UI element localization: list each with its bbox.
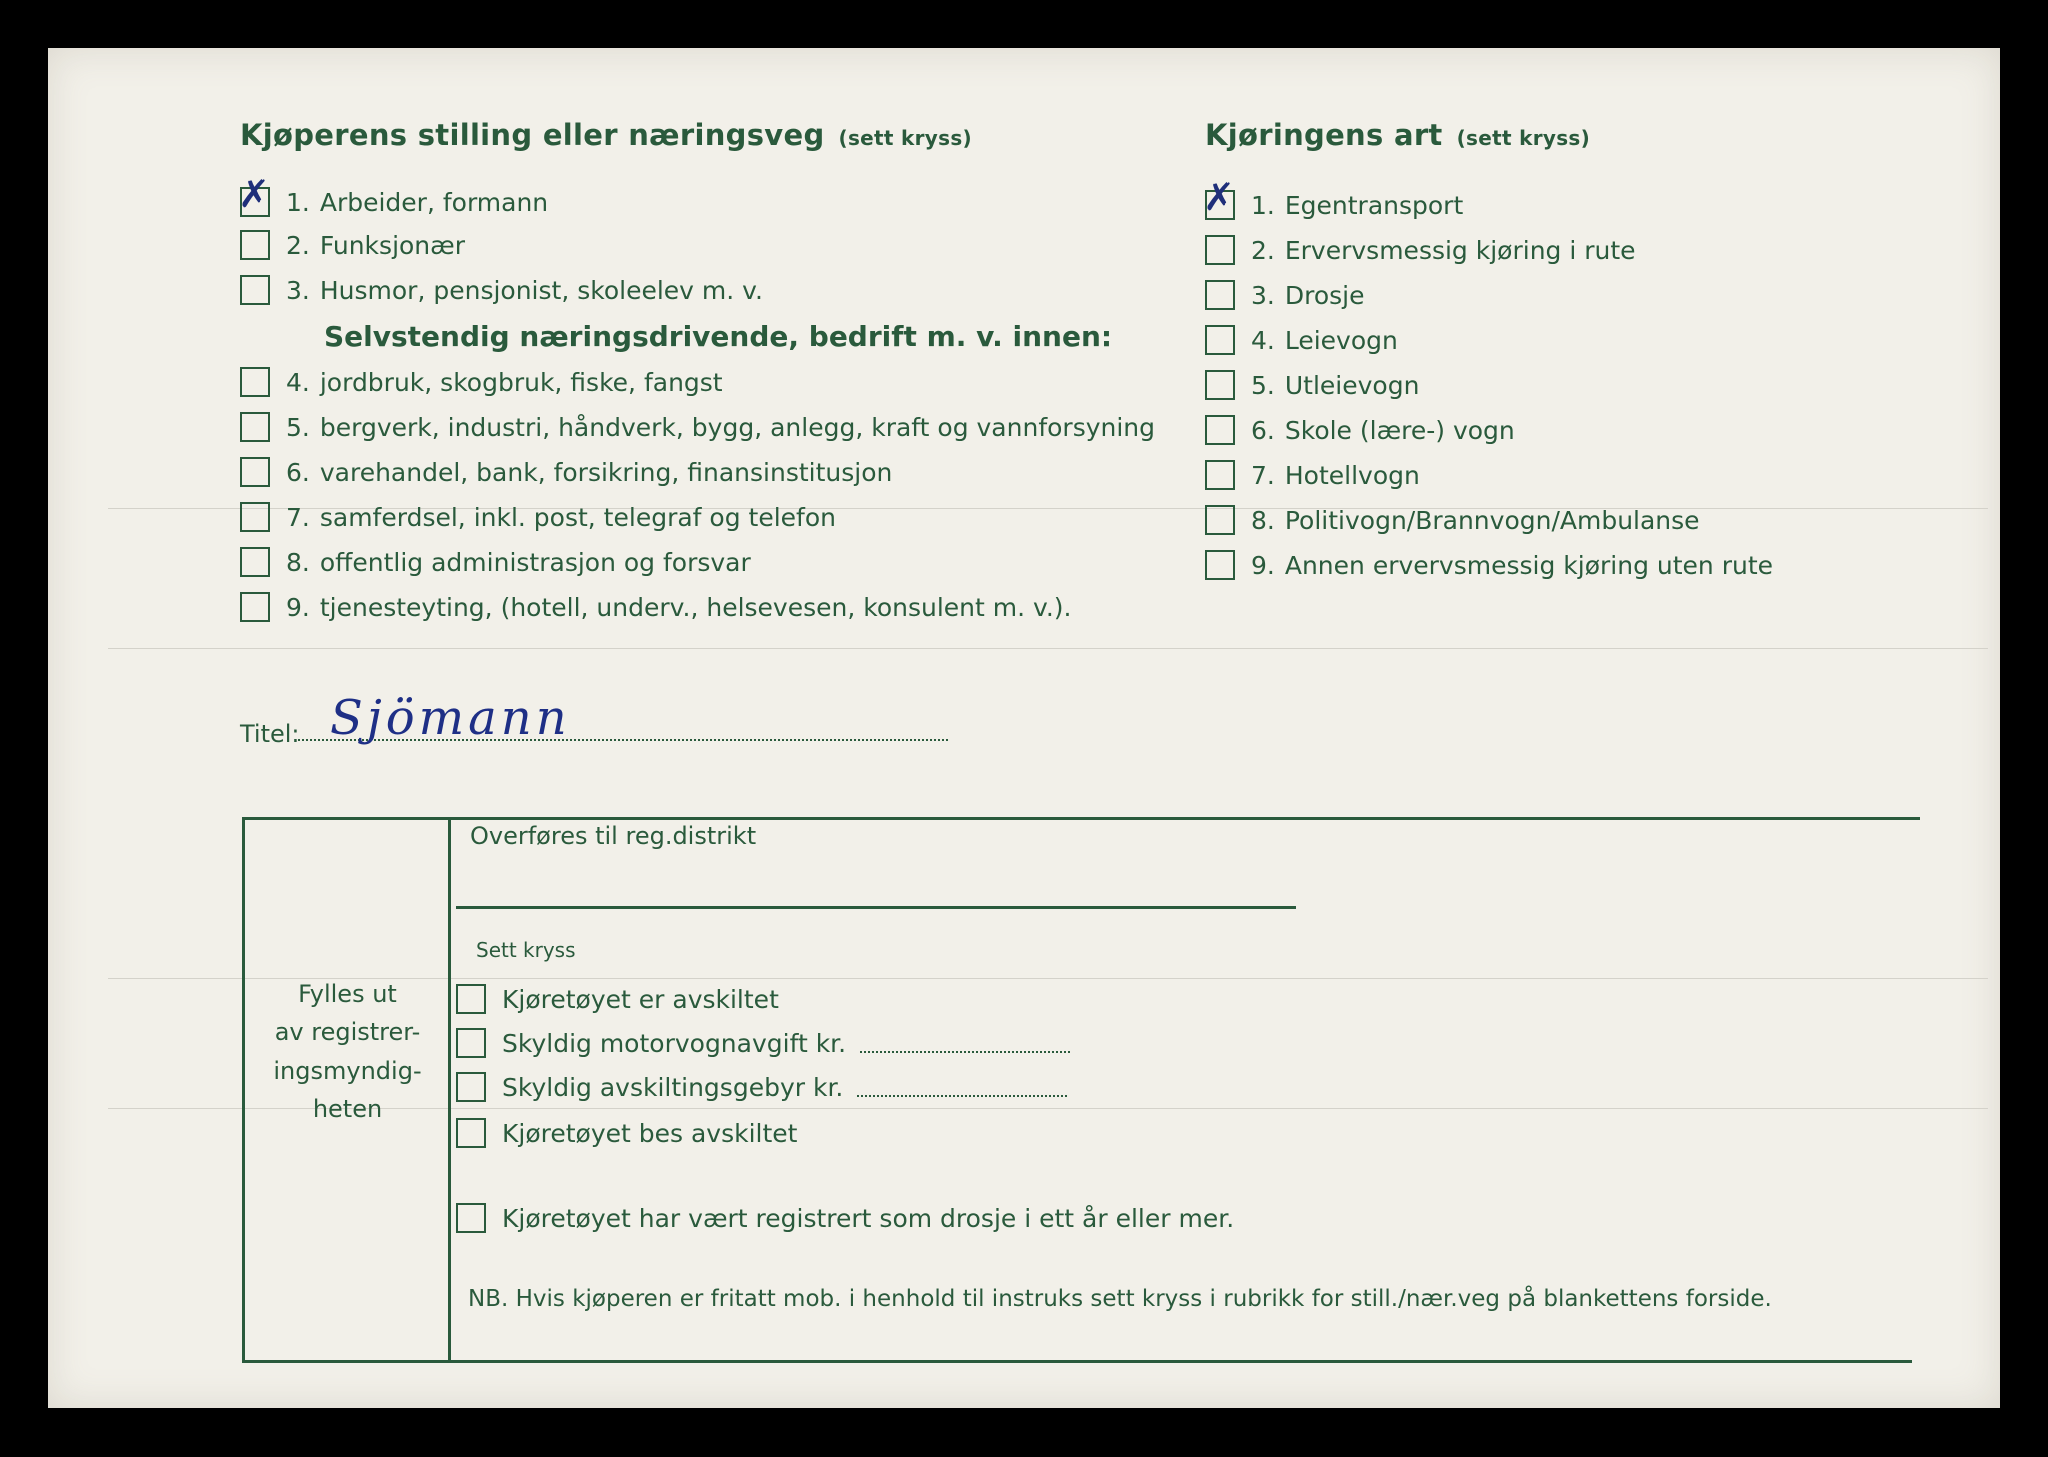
option-number: 8. — [286, 547, 310, 577]
registry-frame-bottom — [242, 1360, 1912, 1363]
option-number: 3. — [286, 275, 310, 305]
option-label: Skyldig avskiltingsgebyr kr. — [502, 1072, 844, 1102]
option-label: Utleievogn — [1284, 370, 1420, 400]
registry-option-drosje[interactable] — [456, 1201, 1234, 1235]
heading-text: Kjøringens art — [1205, 118, 1443, 152]
checkbox[interactable] — [1205, 550, 1235, 580]
registry-frame-divider — [448, 817, 451, 1363]
option-label: bergverk, industri, håndverk, bygg, anlegg, kraft og vannforsyning — [319, 412, 1156, 442]
checkbox[interactable] — [240, 367, 270, 397]
driving-option-8[interactable] — [1205, 503, 1700, 537]
transfer-district-field[interactable] — [456, 906, 1296, 909]
option-number: 6. — [286, 457, 310, 487]
checkbox[interactable] — [456, 1118, 486, 1148]
driving-option-2[interactable] — [1205, 233, 1636, 267]
option-number: 1. — [286, 187, 310, 217]
occupation-option-1[interactable] — [238, 172, 549, 219]
occupation-option-4[interactable] — [240, 365, 723, 399]
title-label: Titel: — [240, 720, 300, 748]
heading-text: Kjøperens stilling eller næringsveg — [240, 118, 825, 152]
option-number: 2. — [286, 230, 310, 260]
driving-option-5[interactable] — [1205, 368, 1419, 402]
driving-option-7[interactable] — [1205, 458, 1420, 492]
option-number: 6. — [1251, 415, 1275, 445]
label-line: av registrer- — [274, 1018, 421, 1047]
option-number: 1. — [1251, 190, 1275, 220]
check-mark-icon: ✗ — [238, 172, 270, 216]
option-label: Hotellvogn — [1284, 460, 1420, 490]
label-line: heten — [312, 1095, 383, 1124]
option-label: Arbeider, formann — [319, 187, 549, 217]
option-label: Annen ervervsmessig kjøring uten rute — [1284, 550, 1774, 580]
registry-option-avskiltingsgebyr[interactable] — [456, 1070, 1067, 1104]
checkbox[interactable] — [240, 502, 270, 532]
option-number: 7. — [286, 502, 310, 532]
option-number: 4. — [1251, 325, 1275, 355]
registry-option-avskiltet[interactable] — [456, 982, 779, 1016]
self-employed-subheading: Selvstendig næringsdrivende, bedrift m. v. innen: — [324, 320, 1113, 353]
registry-frame-top — [242, 817, 1920, 820]
option-label: Politivogn/Brannvogn/Ambulanse — [1284, 505, 1700, 535]
occupation-option-7[interactable] — [240, 500, 836, 534]
heading-note: (sett kryss) — [1456, 126, 1591, 150]
checkbox[interactable] — [238, 172, 270, 217]
driving-option-4[interactable] — [1205, 323, 1398, 357]
occupation-option-2[interactable] — [240, 228, 465, 262]
transfer-district-label: Overføres til reg.distrikt — [470, 822, 757, 850]
nb-note: NB. Hvis kjøperen er fritatt mob. i henhold til instruks sett kryss i rubrikk for still./nær.veg på blankettens forside. — [468, 1286, 1772, 1312]
option-label: Kjøretøyet bes avskiltet — [502, 1118, 798, 1148]
registry-option-motorvognavgift[interactable] — [456, 1026, 1070, 1060]
option-label: Kjøretøyet er avskiltet — [502, 984, 779, 1014]
occupation-option-9[interactable] — [240, 590, 1072, 624]
driving-option-1[interactable] — [1203, 175, 1464, 222]
title-handwritten-value: Sjömann — [330, 690, 571, 746]
label-line: Fylles ut — [298, 980, 397, 1008]
option-number: 5. — [1251, 370, 1275, 400]
option-label: samferdsel, inkl. post, telegraf og telefon — [319, 502, 836, 532]
bleed-line — [108, 648, 1988, 649]
option-label: tjenesteyting, (hotell, underv., helsevesen, konsulent m. v.). — [319, 592, 1072, 622]
driving-option-3[interactable] — [1205, 278, 1365, 312]
option-number: 4. — [286, 367, 310, 397]
option-label: Kjøretøyet har vært registrert som drosje i ett år eller mer. — [502, 1203, 1235, 1233]
buyer-occupation-heading — [240, 118, 972, 152]
checkbox[interactable] — [1205, 325, 1235, 355]
checkbox[interactable] — [1205, 235, 1235, 265]
driving-option-6[interactable] — [1205, 413, 1515, 447]
checkbox[interactable] — [456, 1203, 486, 1233]
option-label: Egentransport — [1284, 190, 1464, 220]
option-number: 7. — [1251, 460, 1275, 490]
option-number: 9. — [286, 592, 310, 622]
check-mark-icon: ✗ — [1203, 175, 1235, 219]
occupation-option-3[interactable] — [240, 273, 763, 307]
checkbox[interactable] — [1203, 175, 1235, 220]
label-line: ingsmyndig- — [273, 1056, 422, 1085]
driving-option-9[interactable] — [1205, 548, 1773, 582]
option-label: Leievogn — [1284, 325, 1398, 355]
checkbox[interactable] — [1205, 460, 1235, 490]
registry-frame-left — [242, 817, 245, 1363]
checkbox[interactable] — [240, 275, 270, 305]
checkbox[interactable] — [240, 592, 270, 622]
amount-field[interactable] — [860, 1033, 1070, 1053]
option-number: 5. — [286, 412, 310, 442]
amount-field[interactable] — [857, 1077, 1067, 1097]
heading-note: (sett kryss) — [838, 126, 972, 150]
occupation-option-5[interactable] — [240, 410, 1155, 444]
registry-authority-label — [250, 975, 445, 1129]
checkbox[interactable] — [1205, 370, 1235, 400]
checkbox[interactable] — [456, 1028, 486, 1058]
option-label: Skyldig motorvognavgift kr. — [502, 1028, 847, 1058]
option-number: 2. — [1251, 235, 1275, 265]
occupation-option-6[interactable] — [240, 455, 892, 489]
option-number: 8. — [1251, 505, 1275, 535]
checkbox[interactable] — [1205, 505, 1235, 535]
sett-kryss-label: Sett kryss — [476, 938, 576, 962]
option-label: varehandel, bank, forsikring, finansinstitusjon — [319, 457, 893, 487]
checkbox[interactable] — [240, 547, 270, 577]
checkbox[interactable] — [456, 1072, 486, 1102]
option-number: 3. — [1251, 280, 1275, 310]
checkbox[interactable] — [240, 412, 270, 442]
occupation-option-8[interactable] — [240, 545, 751, 579]
registry-option-bes-avskiltet[interactable] — [456, 1116, 797, 1150]
option-number: 9. — [1251, 550, 1275, 580]
checkbox[interactable] — [456, 984, 486, 1014]
option-label: Husmor, pensjonist, skoleelev m. v. — [319, 275, 763, 305]
driving-type-heading — [1205, 118, 1590, 152]
checkbox[interactable] — [240, 230, 270, 260]
option-label: jordbruk, skogbruk, fiske, fangst — [319, 367, 723, 397]
checkbox[interactable] — [1205, 280, 1235, 310]
option-label: Ervervsmessig kjøring i rute — [1284, 235, 1636, 265]
option-label: Skole (lære-) vogn — [1284, 415, 1515, 445]
option-label: offentlig administrasjon og forsvar — [319, 547, 751, 577]
option-label: Drosje — [1284, 280, 1365, 310]
checkbox[interactable] — [240, 457, 270, 487]
checkbox[interactable] — [1205, 415, 1235, 445]
option-label: Funksjonær — [319, 230, 465, 260]
